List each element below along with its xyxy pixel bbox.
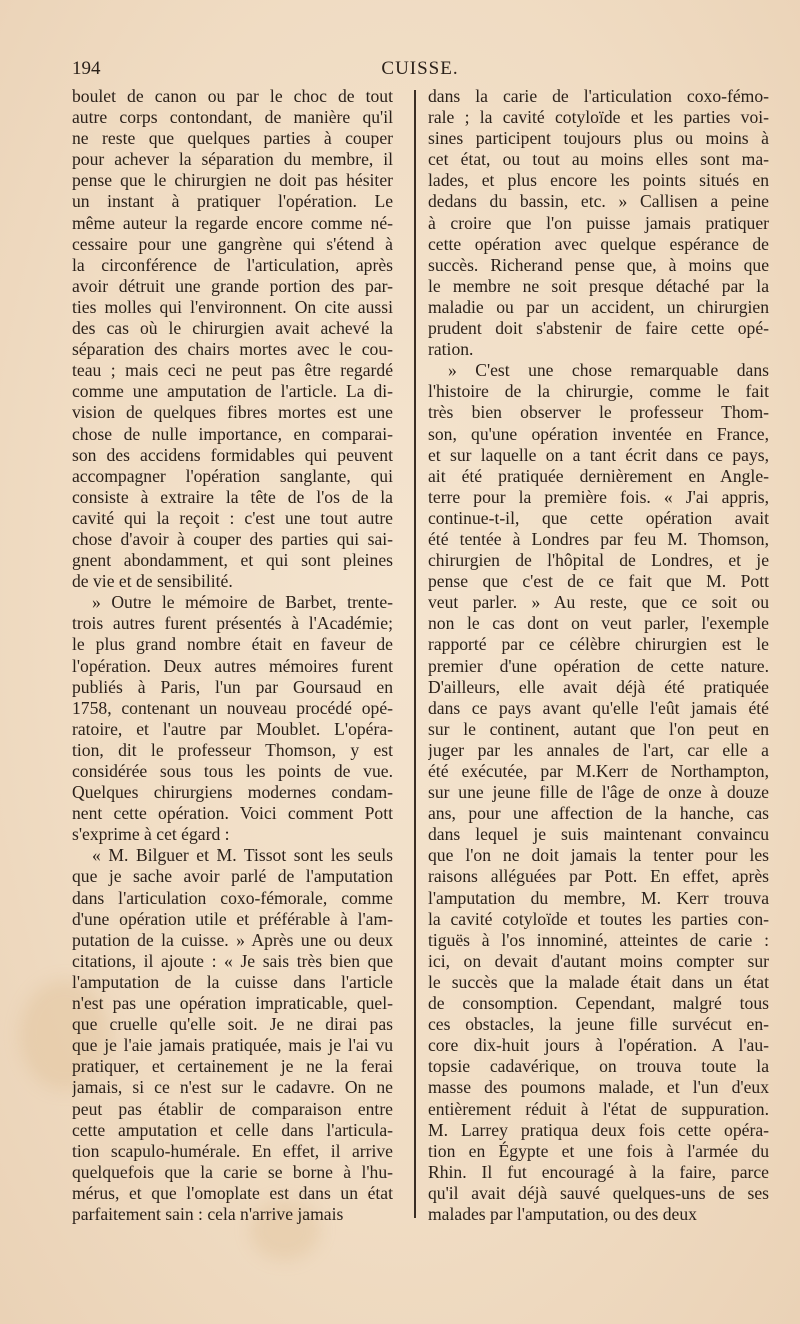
- text-line: d'une opération utile et préférable à l'am-: [72, 908, 393, 929]
- text-line: cessaire pour une gangrène qui s'étend à: [72, 233, 393, 254]
- text-line: la circonférence de l'articulation, après: [72, 254, 393, 275]
- text-line: « M. Bilguer et M. Tissot sont les seuls: [92, 845, 393, 866]
- text-line: dans lequel je suis maintenant convaincu: [428, 824, 769, 845]
- text-line: chirurgien de l'hôpital de Londres, et je: [428, 550, 769, 571]
- text-line: le succès que la malade était dans un état: [428, 971, 769, 992]
- running-title: CUISSE.: [381, 58, 459, 79]
- text-line: que je l'aie jamais pratiquée, mais je l'ai vu: [72, 1035, 393, 1056]
- text-line: sur le continent, autant que l'on peut en: [428, 718, 769, 739]
- text-line: continue-t-il, que cette opération avait: [428, 507, 769, 528]
- text-line: qu'il avait déjà sauvé quelques-uns de ses: [428, 1182, 769, 1203]
- text-line: peut pas établir de comparaison entre: [72, 1098, 393, 1119]
- text-line: n'est pas une opération impraticable, quel-: [72, 993, 393, 1014]
- text-line: l'opération. Deux autres mémoires furent: [72, 655, 393, 676]
- text-line: son, qu'une opération inventée en France,: [428, 423, 769, 444]
- text-line: juger par les annales de l'art, car elle a: [428, 739, 769, 760]
- text-line: été tentée à Londres par feu M. Thomson,: [428, 528, 769, 549]
- text-line: gnent abondamment, et qui sont pleines: [72, 550, 393, 571]
- right-text-column: [428, 86, 769, 1225]
- text-line: même auteur la regarde encore comme né-: [72, 212, 393, 233]
- text-line: chose de nulle importance, en comparai-: [72, 423, 393, 444]
- text-line: putation de la cuisse. » Après une ou deux: [72, 929, 393, 950]
- text-line: dans la carie de l'articulation coxo-fémo-: [428, 86, 769, 106]
- text-line: à croire que l'on puisse jamais pratiquer: [428, 212, 769, 233]
- text-line: vision de quelques fibres mortes est une: [72, 402, 393, 423]
- text-line: avoir détruit une grande portion des par-: [72, 275, 393, 296]
- text-line: prudent doit s'abstenir de faire cette opé-: [428, 318, 769, 339]
- text-line: un instant à pratiquer l'opération. Le: [72, 191, 393, 212]
- text-line: » Outre le mémoire de Barbet, trente-: [92, 592, 393, 613]
- text-line: ne reste que quelques parties à couper: [72, 128, 393, 149]
- text-line: très bien observer le professeur Thom-: [428, 402, 769, 423]
- text-line: premier d'une opération de cette nature.: [428, 655, 769, 676]
- text-line: jamais, si ce n'est sur le cadavre. On ne: [72, 1077, 393, 1098]
- text-line: parfaitement sain : cela n'arrive jamais: [72, 1203, 344, 1224]
- text-line: ces obstacles, la jeune fille survécut en-: [428, 1014, 769, 1035]
- text-line: succès. Richerand pense que, à moins que: [428, 254, 769, 275]
- text-line: la cavité cotyloïde et toutes les parties con-: [428, 908, 769, 929]
- text-line: autre corps contondant, de manière qu'il: [72, 107, 393, 128]
- text-line: l'histoire de la chirurgie, comme le fait: [428, 381, 769, 402]
- text-line: tion en Égypte et une fois à l'armée du: [428, 1140, 769, 1161]
- text-line: dans ce pays avant qu'elle l'eût jamais été: [428, 697, 769, 718]
- text-line: ties molles qui l'environnent. On cite aussi: [72, 296, 393, 317]
- text-line: entièrement réduit à l'état de suppuration.: [428, 1098, 769, 1119]
- text-line: tiguës à l'os innominé, atteintes de carie :: [428, 929, 769, 950]
- text-line: été exécutée, par M.Kerr de Northampton,: [428, 761, 769, 781]
- text-line: Rhin. Il fut encouragé à la faire, parce: [428, 1161, 769, 1182]
- text-line: masse des poumons malade, et l'un d'eux: [428, 1077, 769, 1098]
- text-line: sur une jeune fille de l'âge de onze à douze: [428, 782, 769, 803]
- text-line: lades, et plus encore les points situés en: [428, 170, 769, 191]
- text-line: accompagner l'opération sanglante, qui: [72, 465, 393, 486]
- text-line: rapporté par ce célèbre chirurgien est le: [428, 634, 769, 655]
- text-line: M. Larrey pratiqua deux fois cette opéra-: [428, 1119, 769, 1140]
- page-header: [72, 58, 768, 84]
- text-line: 1758, contenant un nouveau procédé opé-: [72, 697, 393, 718]
- text-line: ans, pour une affection de la hanche, cas: [428, 803, 769, 824]
- text-line: publiés à Paris, l'un par Goursaud en: [72, 676, 393, 697]
- column-divider: [414, 90, 416, 1218]
- text-line: topsie cadavérique, on trouva toute la: [428, 1056, 769, 1077]
- text-line: veut parler. » Au reste, que ce soit ou: [428, 592, 769, 613]
- text-line: ration.: [428, 339, 474, 360]
- text-line: D'ailleurs, elle avait déjà été pratiquée: [428, 676, 769, 697]
- text-line: de consomption. Cependant, malgré tous: [428, 993, 769, 1014]
- text-line: ratoire, et l'autre par Moublet. L'opéra-: [72, 718, 393, 739]
- text-line: malades par l'amputation, ou des deux: [428, 1203, 697, 1224]
- text-line: dans l'articulation coxo-fémorale, comme: [72, 887, 393, 908]
- text-line: trois autres furent présentés à l'Académie;: [72, 613, 393, 634]
- text-line: l'amputation du membre, M. Kerr trouva: [428, 887, 769, 908]
- text-line: consiste à extraire la tête de l'os de la: [72, 486, 393, 507]
- text-line: considérée sous tous les points de vue.: [72, 761, 393, 781]
- text-line: quelquefois que la carie se borne à l'hu-: [72, 1161, 393, 1182]
- text-line: » C'est une chose remarquable dans: [448, 360, 769, 381]
- text-line: cet état, ou tout au moins elles sont ma-: [428, 149, 769, 170]
- text-line: chose d'avoir à couper des parties qui sai-: [72, 528, 393, 549]
- text-line: que je sache avoir parlé de l'amputation: [72, 866, 393, 887]
- text-line: raisons alléguées par Pott. En effet, après: [428, 866, 769, 887]
- text-line: l'amputation de la cuisse dans l'article: [72, 971, 393, 992]
- text-line: que cruelle qu'elle soit. Je ne dirai pas: [72, 1014, 393, 1035]
- text-line: de vie et de sensibilité.: [72, 571, 233, 592]
- text-line: mérus, et que l'omoplate est dans un état: [72, 1182, 393, 1203]
- text-line: teau ; mais ceci ne peut pas être regardé: [72, 360, 393, 381]
- text-line: pense que c'est de ce fait que M. Pott: [428, 571, 769, 592]
- text-line: pense que le chirurgien ne doit pas hésiter: [72, 170, 393, 191]
- text-line: non le cas dont on veut parler, l'exemple: [428, 613, 769, 634]
- text-line: cette amputation et celle dans l'articula-: [72, 1119, 393, 1140]
- text-line: ait été pratiquée dernièrement en Angle-: [428, 465, 769, 486]
- text-line: Quelques chirurgiens modernes condam-: [72, 782, 393, 803]
- text-line: comme une amputation de l'article. La di-: [72, 381, 393, 402]
- text-line: rale ; la cavité cotyloïde et les parties voi-: [428, 107, 769, 128]
- text-line: terre pour la première fois. « J'ai appris,: [428, 486, 769, 507]
- text-line: boulet de canon ou par le choc de tout: [72, 86, 393, 106]
- text-line: dedans du bassin, etc. » Callisen a peine: [428, 191, 769, 212]
- text-line: s'exprime à cet égard :: [72, 824, 230, 845]
- text-line: pour achever la séparation du membre, il: [72, 149, 393, 170]
- left-text-column: [72, 86, 393, 1225]
- text-line: ici, on devait d'autant moins compter sur: [428, 950, 769, 971]
- text-line: maladie ou par un accident, un chirurgien: [428, 296, 769, 317]
- text-line: citations, il ajoute : « Je sais très bien que: [72, 950, 393, 971]
- text-line: le plus grand nombre était en faveur de: [72, 634, 393, 655]
- text-line: et sur laquelle on a tant écrit dans ce pays,: [428, 444, 769, 465]
- text-line: cavité qui la reçoit : c'est une tout autre: [72, 507, 393, 528]
- text-line: séparation des chairs mortes avec le cou-: [72, 339, 393, 360]
- page-number: 194: [72, 58, 101, 79]
- text-line: que l'on ne doit jamais la tenter pour les: [428, 845, 769, 866]
- text-line: cette opération avec quelque espérance de: [428, 233, 769, 254]
- text-line: core dix-huit jours à l'opération. A l'au-: [428, 1035, 769, 1056]
- text-line: pratiquer, et certainement je ne la ferai: [72, 1056, 393, 1077]
- text-line: nent cette opération. Voici comment Pott: [72, 803, 393, 824]
- text-line: le membre ne soit presque détaché par la: [428, 275, 769, 296]
- text-line: tion, dit le professeur Thomson, y est: [72, 739, 393, 760]
- text-line: son des accidens formidables qui peuvent: [72, 444, 393, 465]
- text-line: tion scapulo-humérale. En effet, il arrive: [72, 1140, 393, 1161]
- text-line: des cas où le chirurgien avait achevé la: [72, 318, 393, 339]
- text-line: sines participent toujours plus ou moins à: [428, 128, 769, 149]
